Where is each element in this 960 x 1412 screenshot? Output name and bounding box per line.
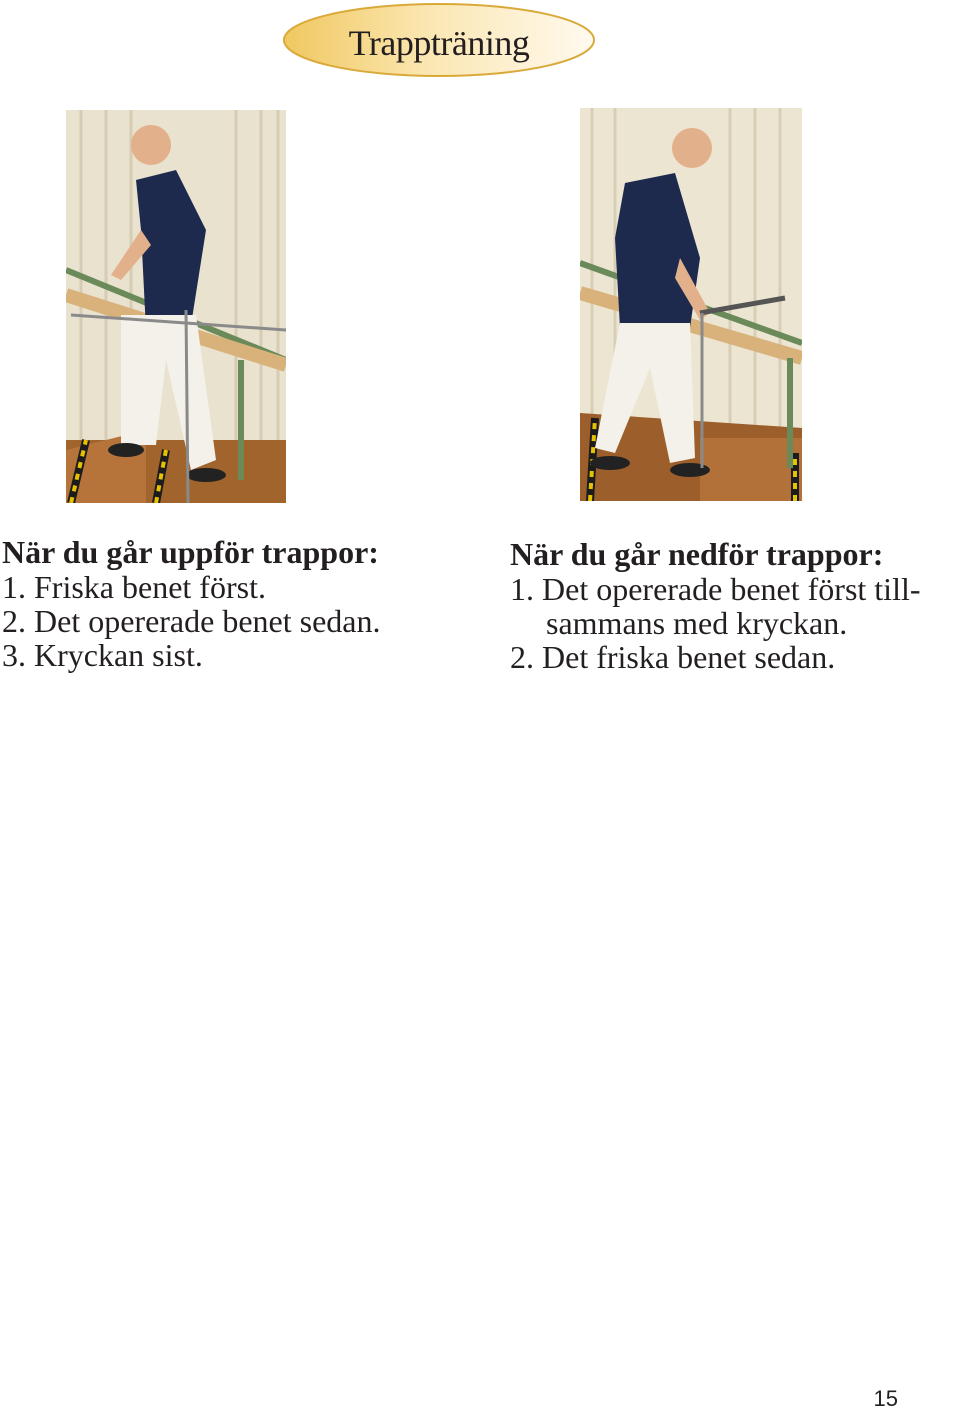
stairs-down-photo xyxy=(580,108,802,501)
upstairs-heading: När du går uppför trappor: xyxy=(2,534,379,570)
page-title: Trappträning xyxy=(348,23,530,63)
upstairs-step-2: 2. Det opererade benet sedan. xyxy=(2,603,381,639)
downstairs-step-1-continued: sammans med kryckan. xyxy=(546,605,848,641)
downstairs-step-2: 2. Det friska benet sedan. xyxy=(510,639,836,675)
upstairs-step-3: 3. Kryckan sist. xyxy=(2,637,203,673)
person-walking-upstairs-icon xyxy=(66,110,286,503)
upstairs-step-1: 1. Friska benet först. xyxy=(2,569,266,605)
page-number: 15 xyxy=(873,1386,898,1411)
downstairs-step-1: 1. Det opererade benet först till- xyxy=(510,571,921,607)
person-walking-downstairs-icon xyxy=(580,108,802,501)
downstairs-instructions xyxy=(510,536,960,674)
title-badge xyxy=(282,2,596,78)
stairs-up-photo xyxy=(66,110,286,503)
downstairs-heading: När du går nedför trappor: xyxy=(510,536,884,572)
upstairs-instructions xyxy=(2,534,482,672)
